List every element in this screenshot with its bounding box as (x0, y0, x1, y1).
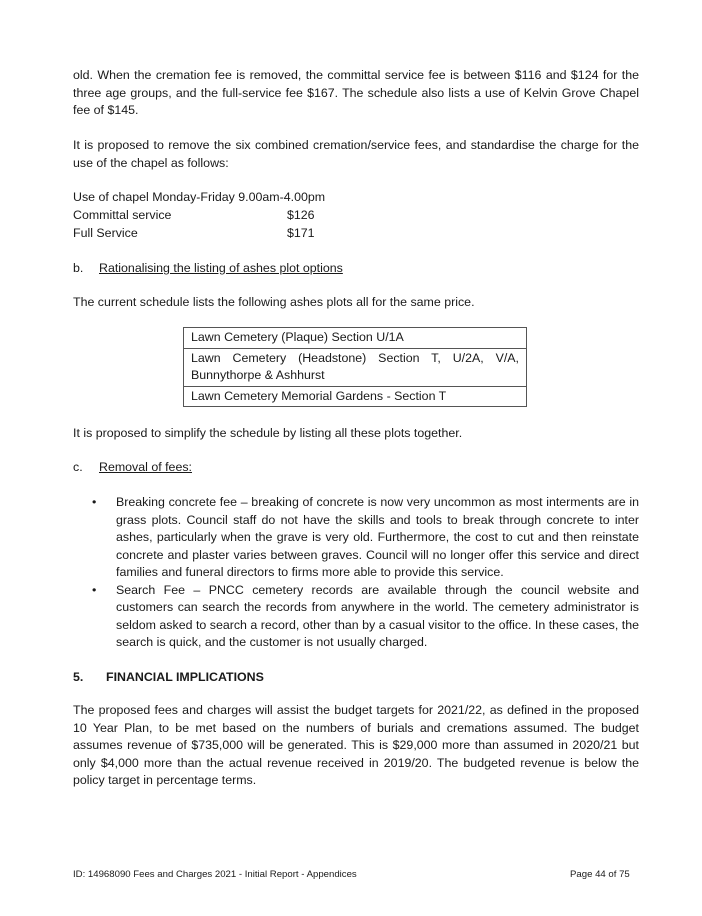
table-cell: Lawn Cemetery (Headstone) Section T, U/2A, V/A, Bunnythorpe & Ashhurst (184, 348, 527, 386)
bullet-icon: • (92, 495, 97, 509)
table-cell: Lawn Cemetery Memorial Gardens - Section T (184, 386, 527, 407)
list-item (73, 494, 639, 582)
ashes-current-paragraph: The current schedule lists the following ashes plots all for the same price. (73, 295, 475, 309)
ashes-proposal-paragraph: It is proposed to simplify the schedule by listing all these plots together. (73, 426, 463, 440)
fee-amount: $171 (287, 226, 315, 240)
fee-label: Full Service (73, 226, 138, 240)
fee-label: Committal service (73, 208, 172, 222)
section-5-title: FINANCIAL IMPLICATIONS (106, 670, 264, 684)
list-item-text: Breaking concrete fee – breaking of concrete is now very uncommon as most interments are in grass plots. Council staff do not have the skills and tools to break through concrete to inter ashes, particularly when the grave is very old. Furthermore, the cost to cut and then reinstate concrete and plaster varies between graves. Council will no longer offer this service and direct families and funeral directors to firms more able to provide this service. (116, 495, 639, 579)
financial-paragraph: The proposed fees and charges will assist the budget targets for 2021/22, as defined in the proposed 10 Year Plan, to be met based on the numbers of burials and cremations assumed. The budget assumes revenue of $735,000 will be generated. This is $29,000 more than assumed in 2020/21 but only $4,000 more than the actual revenue received in 2019/20. The budgeted revenue is below the policy target in percentage terms. (73, 703, 639, 787)
intro-paragraph: old. When the cremation fee is removed, the committal service fee is between $116 and $124 for the three age groups, and the full-service fee $167. The schedule also lists a use of Kelvin Grove Chapel fee of $145. (73, 68, 639, 117)
bullet-icon: • (92, 582, 97, 597)
table-row (184, 386, 527, 407)
footer-document-id: ID: 14968090 Fees and Charges 2021 - Initial Report - Appendices (73, 869, 357, 880)
section-c-letter: c. (73, 460, 83, 474)
table-row (184, 348, 527, 386)
list-item-text: Search Fee – PNCC cemetery records are available through the council website and customers can search the records from anywhere in the world. The cemetery administrator is seldom asked to search a record, other than by a casual visitor to the office. In these cases, the search is quick, and the customer is not usually charged. (116, 582, 639, 649)
section-c-title: Removal of fees: (99, 460, 192, 474)
table-row (184, 328, 527, 349)
section-b-title: Rationalising the listing of ashes plot options (99, 261, 343, 275)
fee-removal-list (73, 494, 639, 652)
section-b-letter: b. (73, 261, 84, 275)
footer-page-number: Page 44 of 75 (570, 869, 630, 880)
section-5-number: 5. (73, 670, 84, 684)
ashes-plots-table (183, 327, 527, 407)
fee-amount: $126 (287, 208, 315, 222)
proposal-paragraph: It is proposed to remove the six combined cremation/service fees, and standardise the charge for the use of the chapel as follows: (73, 138, 639, 170)
list-item (73, 582, 639, 652)
chapel-fee-title: Use of chapel Monday-Friday 9.00am-4.00pm (73, 190, 326, 204)
table-cell: Lawn Cemetery (Plaque) Section U/1A (184, 328, 527, 349)
